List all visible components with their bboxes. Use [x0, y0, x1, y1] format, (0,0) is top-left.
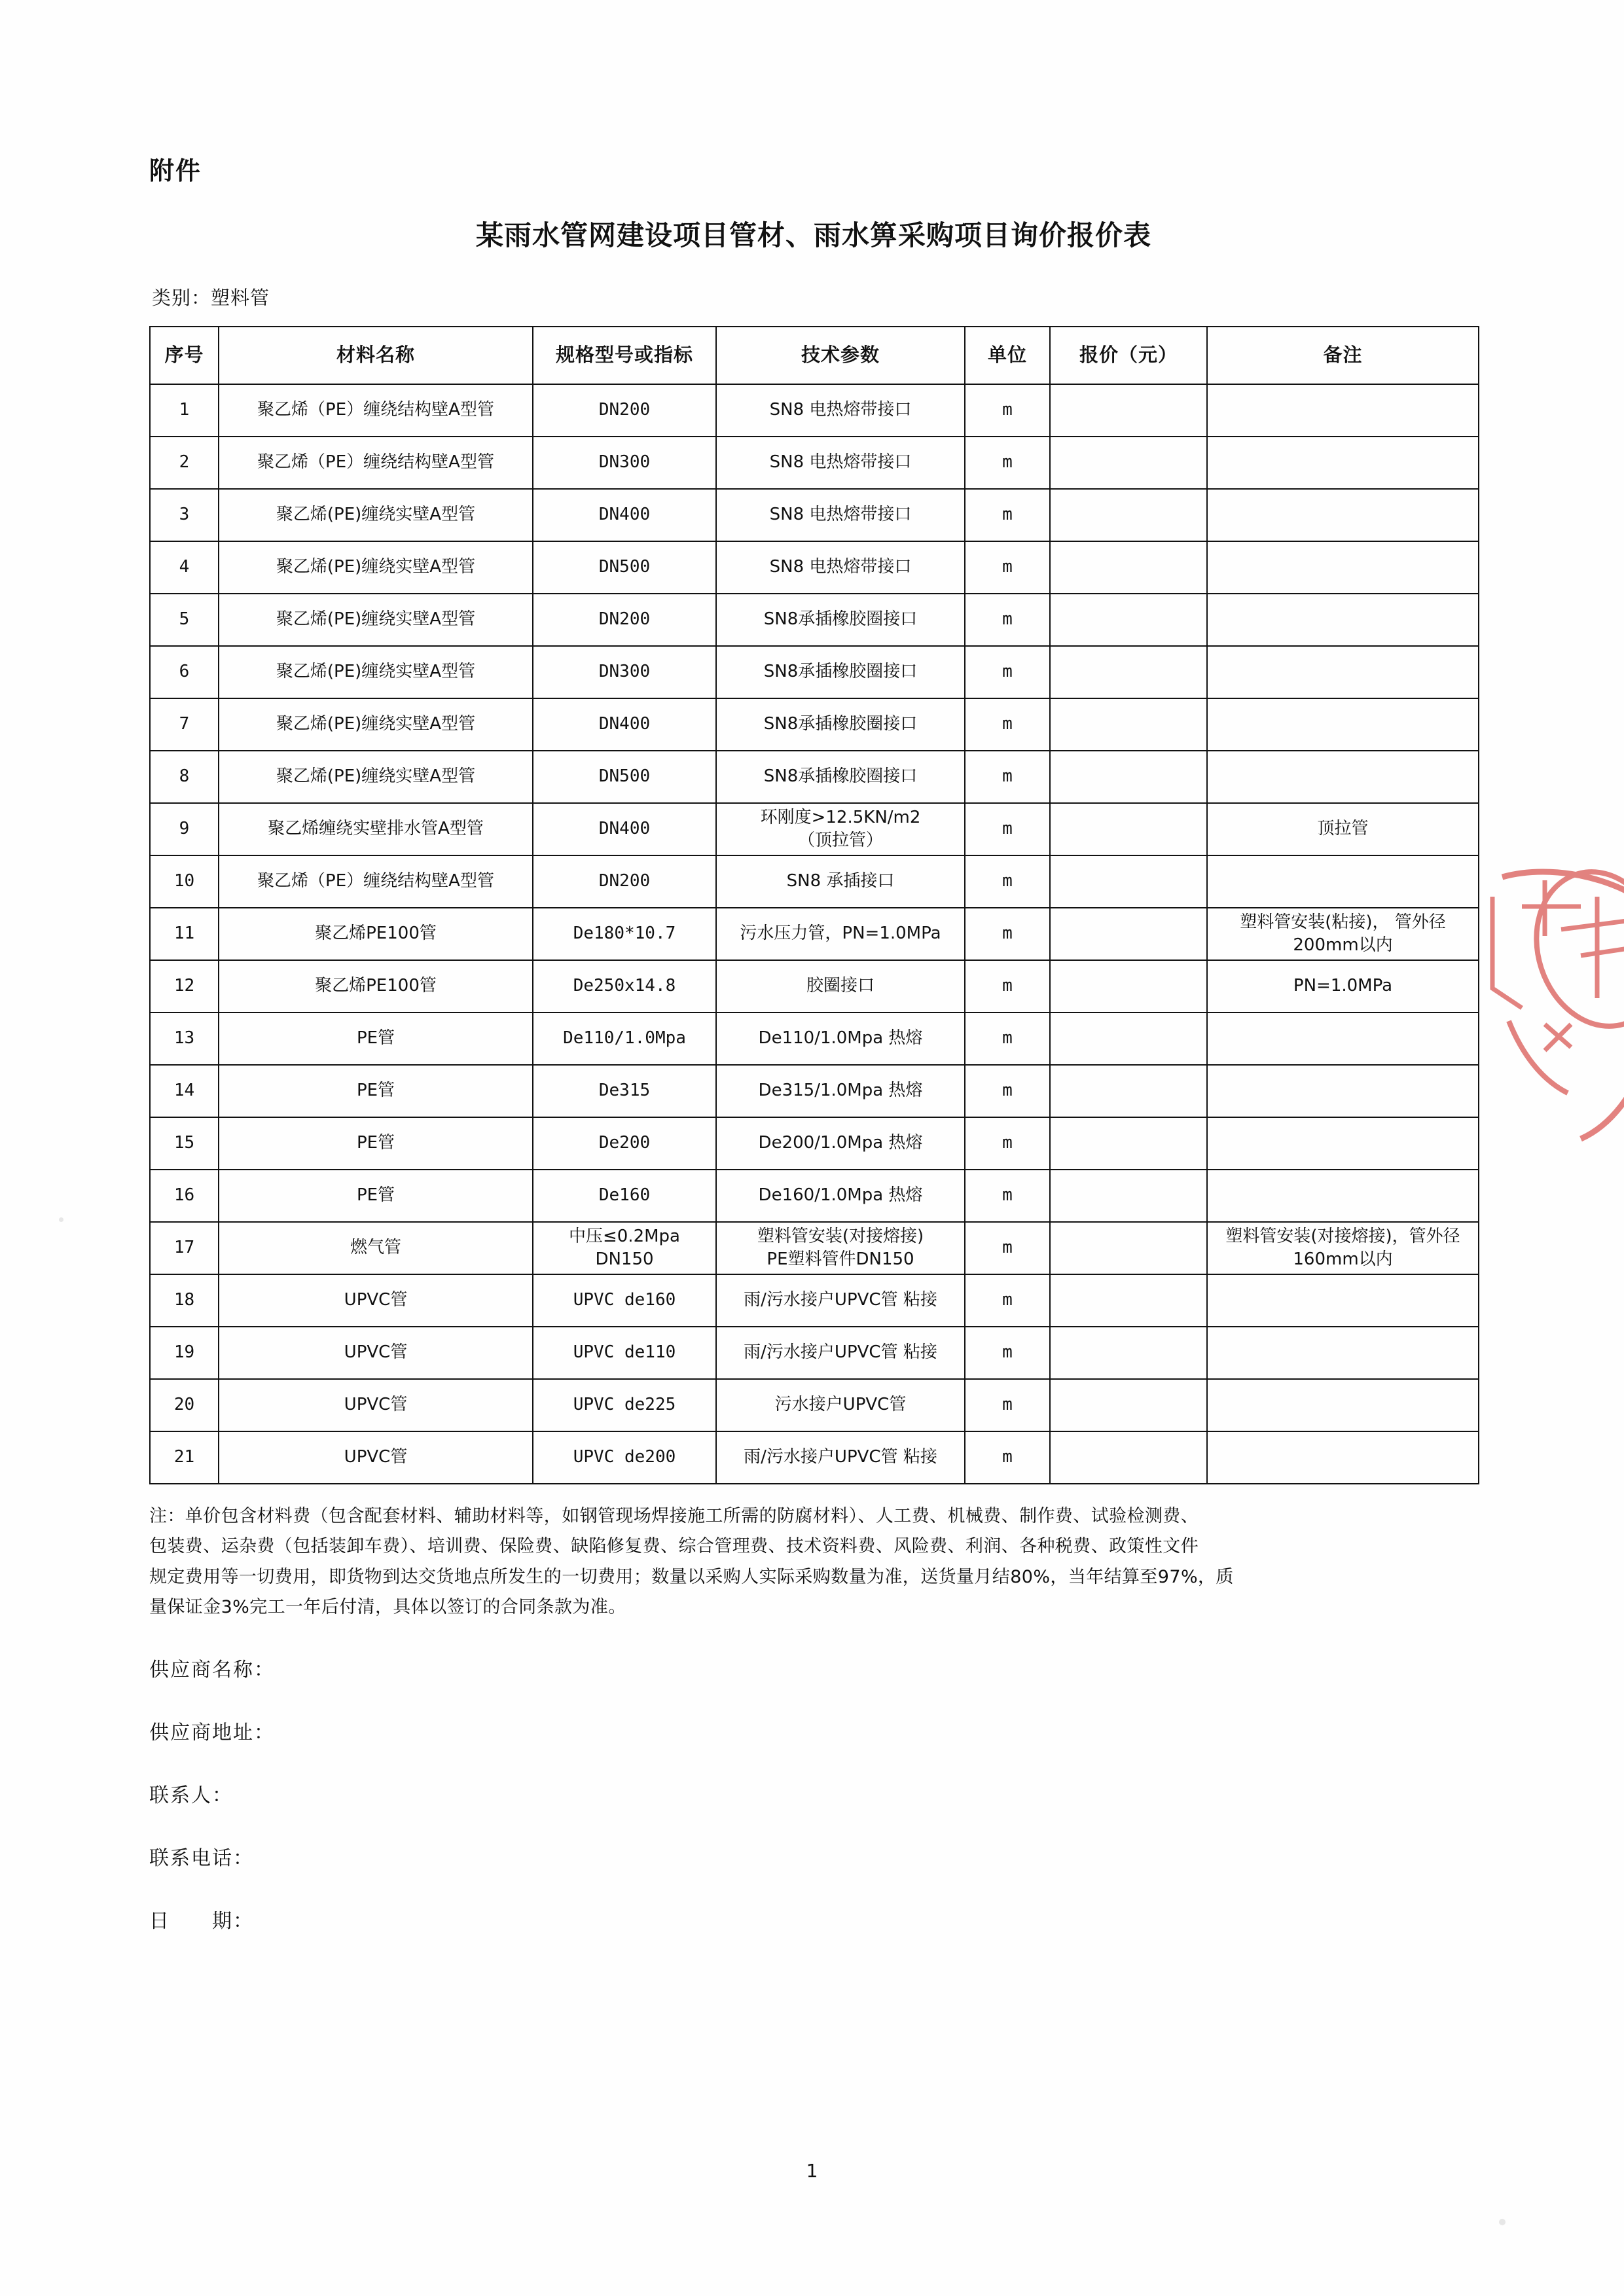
cell-no: 1: [150, 384, 219, 437]
cell-material-name: PE管: [219, 1013, 533, 1065]
cell-spec: DN200: [533, 594, 716, 646]
cell-material-name: 聚乙烯PE100管: [219, 960, 533, 1013]
column-header-unit: 单位: [965, 327, 1050, 384]
cell-material-name: UPVC管: [219, 1274, 533, 1327]
cell-no: 7: [150, 698, 219, 751]
cell-note: [1207, 1274, 1479, 1327]
cell-note: [1207, 698, 1479, 751]
cell-spec: UPVC de110: [533, 1327, 716, 1379]
cell-note: [1207, 437, 1479, 489]
cell-price[interactable]: [1050, 1431, 1207, 1484]
cell-no: 9: [150, 803, 219, 855]
column-header-no: 序号: [150, 327, 219, 384]
signature-fields: [149, 1653, 1478, 1933]
cell-material-name: 聚乙烯（PE）缠绕结构壁A型管: [219, 437, 533, 489]
cell-no: 14: [150, 1065, 219, 1117]
cell-material-name: UPVC管: [219, 1431, 533, 1484]
table-row: [150, 1379, 1479, 1431]
cell-unit: m: [965, 1327, 1050, 1379]
signature-field-label: 联系人：: [149, 1784, 233, 1807]
cell-unit: m: [965, 803, 1050, 855]
cell-tech: SN8承插橡胶圈接口: [716, 698, 965, 751]
cell-note: [1207, 1379, 1479, 1431]
cell-note: 顶拉管: [1207, 803, 1479, 855]
signature-field-label: 日 期：: [149, 1909, 254, 1933]
cell-spec: 中压≤0.2Mpa DN150: [533, 1222, 716, 1274]
cell-spec: DN400: [533, 489, 716, 541]
table-row: [150, 384, 1479, 437]
cell-unit: m: [965, 1379, 1050, 1431]
cell-tech: 污水压力管，PN=1.0MPa: [716, 908, 965, 960]
cell-no: 18: [150, 1274, 219, 1327]
cell-price[interactable]: [1050, 960, 1207, 1013]
cell-price[interactable]: [1050, 541, 1207, 594]
cell-tech: 雨/污水接户UPVC管 粘接: [716, 1327, 965, 1379]
cell-tech: De200/1.0Mpa 热熔: [716, 1117, 965, 1170]
cell-no: 11: [150, 908, 219, 960]
cell-no: 4: [150, 541, 219, 594]
table-row: [150, 855, 1479, 908]
cell-unit: m: [965, 1065, 1050, 1117]
cell-no: 21: [150, 1431, 219, 1484]
cell-note: [1207, 1117, 1479, 1170]
cell-note: [1207, 541, 1479, 594]
cell-note: [1207, 384, 1479, 437]
cell-material-name: 聚乙烯(PE)缠绕实壁A型管: [219, 541, 533, 594]
cell-spec: DN500: [533, 541, 716, 594]
table-row: [150, 489, 1479, 541]
cell-material-name: 聚乙烯(PE)缠绕实壁A型管: [219, 646, 533, 698]
cell-tech: SN8承插橡胶圈接口: [716, 751, 965, 803]
cell-spec: DN300: [533, 437, 716, 489]
cell-material-name: 聚乙烯（PE）缠绕结构壁A型管: [219, 855, 533, 908]
cell-spec: UPVC de225: [533, 1379, 716, 1431]
cell-unit: m: [965, 1013, 1050, 1065]
cell-material-name: PE管: [219, 1170, 533, 1222]
cell-unit: m: [965, 1222, 1050, 1274]
cell-price[interactable]: [1050, 1065, 1207, 1117]
cell-no: 20: [150, 1379, 219, 1431]
footnote-block: [149, 1501, 1478, 1623]
cell-no: 15: [150, 1117, 219, 1170]
cell-note: [1207, 1431, 1479, 1484]
cell-price[interactable]: [1050, 1327, 1207, 1379]
table-row: [150, 646, 1479, 698]
column-header-price: 报价（元）: [1050, 327, 1207, 384]
cell-no: 10: [150, 855, 219, 908]
footnote-line-1: 注：单价包含材料费（包含配套材料、辅助材料等，如钢管现场焊接施工所需的防腐材料）、人工费、机械费、制作费、试验检测费、: [149, 1506, 1199, 1526]
table-row: [150, 1222, 1479, 1274]
official-stamp-icon: [1483, 857, 1624, 1158]
cell-note: [1207, 1170, 1479, 1222]
cell-spec: De180*10.7: [533, 908, 716, 960]
table-header: [150, 327, 1479, 384]
cell-note: [1207, 855, 1479, 908]
cell-tech: SN8 电热熔带接口: [716, 489, 965, 541]
cell-material-name: 聚乙烯(PE)缠绕实壁A型管: [219, 698, 533, 751]
cell-no: 19: [150, 1327, 219, 1379]
cell-tech: SN8 电热熔带接口: [716, 541, 965, 594]
cell-tech: 雨/污水接户UPVC管 粘接: [716, 1274, 965, 1327]
cell-unit: m: [965, 960, 1050, 1013]
document-content: [149, 151, 1478, 1967]
cell-price[interactable]: [1050, 751, 1207, 803]
cell-spec: DN400: [533, 698, 716, 751]
cell-no: 12: [150, 960, 219, 1013]
cell-tech: 胶圈接口: [716, 960, 965, 1013]
cell-no: 5: [150, 594, 219, 646]
table-row: [150, 1065, 1479, 1117]
signature-field-row[interactable]: [149, 1779, 1478, 1808]
cell-no: 13: [150, 1013, 219, 1065]
cell-price[interactable]: [1050, 489, 1207, 541]
footnote-line-3: 规定费用等一切费用，即货物到达交货地点所发生的一切费用；数量以采购人实际采购数量为准，送货量月结80%，当年结算至97%，质: [149, 1566, 1234, 1587]
cell-no: 3: [150, 489, 219, 541]
column-header-tech: 技术参数: [716, 327, 965, 384]
cell-price[interactable]: [1050, 1117, 1207, 1170]
cell-unit: m: [965, 1170, 1050, 1222]
cell-unit: m: [965, 489, 1050, 541]
cell-spec: De110/1.0Mpa: [533, 1013, 716, 1065]
cell-unit: m: [965, 698, 1050, 751]
table-row: [150, 437, 1479, 489]
cell-price[interactable]: [1050, 646, 1207, 698]
cell-no: 6: [150, 646, 219, 698]
table-row: [150, 1170, 1479, 1222]
table-row: [150, 751, 1479, 803]
cell-spec: DN400: [533, 803, 716, 855]
cell-tech: SN8 承插接口: [716, 855, 965, 908]
table-body: [150, 384, 1479, 1484]
cell-tech: 雨/污水接户UPVC管 粘接: [716, 1431, 965, 1484]
cell-price[interactable]: [1050, 1379, 1207, 1431]
cell-tech: 污水接户UPVC管: [716, 1379, 965, 1431]
cell-tech: SN8 电热熔带接口: [716, 437, 965, 489]
cell-unit: m: [965, 855, 1050, 908]
cell-spec: De160: [533, 1170, 716, 1222]
cell-price[interactable]: [1050, 855, 1207, 908]
scan-speck: [59, 1217, 63, 1222]
cell-note: [1207, 751, 1479, 803]
category-label: 类别：塑料管: [152, 287, 270, 309]
cell-note: PN=1.0MPa: [1207, 960, 1479, 1013]
cell-unit: m: [965, 751, 1050, 803]
cell-note: [1207, 594, 1479, 646]
cell-unit: m: [965, 1274, 1050, 1327]
signature-field-label: 联系电话：: [149, 1846, 254, 1870]
attachment-label: 附件: [149, 156, 202, 185]
quotation-table: [149, 326, 1479, 1484]
table-row: [150, 1431, 1479, 1484]
cell-material-name: 聚乙烯(PE)缠绕实壁A型管: [219, 594, 533, 646]
table-row: [150, 960, 1479, 1013]
cell-tech: 环刚度>12.5KN/m2 （顶拉管）: [716, 803, 965, 855]
cell-unit: m: [965, 384, 1050, 437]
cell-price[interactable]: [1050, 1013, 1207, 1065]
cell-tech: SN8 电热熔带接口: [716, 384, 965, 437]
signature-field-row[interactable]: [149, 1905, 1478, 1933]
cell-tech: 塑料管安装(对接熔接) PE塑料管件DN150: [716, 1222, 965, 1274]
page-title: 某雨水管网建设项目管材、雨水箅采购项目询价报价表: [475, 219, 1151, 251]
cell-unit: m: [965, 437, 1050, 489]
column-header-note: 备注: [1207, 327, 1479, 384]
cell-price[interactable]: [1050, 1170, 1207, 1222]
cell-spec: DN200: [533, 384, 716, 437]
cell-material-name: 聚乙烯PE100管: [219, 908, 533, 960]
cell-no: 8: [150, 751, 219, 803]
cell-note: [1207, 646, 1479, 698]
cell-tech: SN8承插橡胶圈接口: [716, 594, 965, 646]
footnote-line-4: 量保证金3%完工一年后付清，具体以签订的合同条款为准。: [149, 1597, 626, 1618]
cell-material-name: 聚乙烯(PE)缠绕实壁A型管: [219, 751, 533, 803]
cell-price[interactable]: [1050, 803, 1207, 855]
footnote-line-2: 包装费、运杂费（包括装卸车费）、培训费、保险费、缺陷修复费、综合管理费、技术资料费、风险费、利润、各种税费、政策性文件: [149, 1536, 1199, 1557]
cell-price[interactable]: [1050, 1222, 1207, 1274]
column-header-name: 材料名称: [219, 327, 533, 384]
table-row: [150, 698, 1479, 751]
cell-spec: UPVC de160: [533, 1274, 716, 1327]
cell-spec: De200: [533, 1117, 716, 1170]
cell-spec: DN500: [533, 751, 716, 803]
table-row: [150, 1013, 1479, 1065]
table-row: [150, 908, 1479, 960]
cell-spec: UPVC de200: [533, 1431, 716, 1484]
cell-material-name: UPVC管: [219, 1327, 533, 1379]
cell-price[interactable]: [1050, 594, 1207, 646]
cell-spec: De315: [533, 1065, 716, 1117]
cell-note: 塑料管安装(对接熔接)，管外径160mm以内: [1207, 1222, 1479, 1274]
cell-material-name: 聚乙烯(PE)缠绕实壁A型管: [219, 489, 533, 541]
cell-note: [1207, 489, 1479, 541]
cell-spec: DN200: [533, 855, 716, 908]
cell-note: 塑料管安装(粘接)， 管外径200mm以内: [1207, 908, 1479, 960]
cell-no: 2: [150, 437, 219, 489]
cell-material-name: UPVC管: [219, 1379, 533, 1431]
cell-note: [1207, 1065, 1479, 1117]
signature-field-label: 供应商地址：: [149, 1721, 275, 1744]
cell-tech: SN8承插橡胶圈接口: [716, 646, 965, 698]
signature-field-label: 供应商名称：: [149, 1658, 275, 1681]
cell-unit: m: [965, 646, 1050, 698]
signature-field-row[interactable]: [149, 1653, 1478, 1682]
column-header-spec: 规格型号或指标: [533, 327, 716, 384]
scan-speck: [1499, 2219, 1506, 2225]
cell-spec: De250x14.8: [533, 960, 716, 1013]
cell-price[interactable]: [1050, 1274, 1207, 1327]
cell-price[interactable]: [1050, 384, 1207, 437]
cell-material-name: 聚乙烯缠绕实壁排水管A型管: [219, 803, 533, 855]
cell-note: [1207, 1327, 1479, 1379]
table-row: [150, 1117, 1479, 1170]
table-row: [150, 1274, 1479, 1327]
signature-field-row[interactable]: [149, 1842, 1478, 1871]
cell-material-name: PE管: [219, 1065, 533, 1117]
cell-material-name: PE管: [219, 1117, 533, 1170]
cell-unit: m: [965, 1431, 1050, 1484]
signature-field-row[interactable]: [149, 1716, 1478, 1745]
cell-material-name: 聚乙烯（PE）缠绕结构壁A型管: [219, 384, 533, 437]
cell-unit: m: [965, 1117, 1050, 1170]
page-number: 1: [806, 2160, 818, 2181]
cell-tech: De315/1.0Mpa 热熔: [716, 1065, 965, 1117]
table-header-row: [150, 327, 1479, 384]
cell-unit: m: [965, 541, 1050, 594]
table-row: [150, 541, 1479, 594]
cell-price[interactable]: [1050, 908, 1207, 960]
cell-no: 16: [150, 1170, 219, 1222]
table-row: [150, 1327, 1479, 1379]
cell-price[interactable]: [1050, 437, 1207, 489]
cell-material-name: 燃气管: [219, 1222, 533, 1274]
cell-unit: m: [965, 594, 1050, 646]
cell-no: 17: [150, 1222, 219, 1274]
cell-tech: De160/1.0Mpa 热熔: [716, 1170, 965, 1222]
cell-note: [1207, 1013, 1479, 1065]
cell-spec: DN300: [533, 646, 716, 698]
table-row: [150, 594, 1479, 646]
table-row: [150, 803, 1479, 855]
cell-price[interactable]: [1050, 698, 1207, 751]
cell-tech: De110/1.0Mpa 热熔: [716, 1013, 965, 1065]
cell-unit: m: [965, 908, 1050, 960]
